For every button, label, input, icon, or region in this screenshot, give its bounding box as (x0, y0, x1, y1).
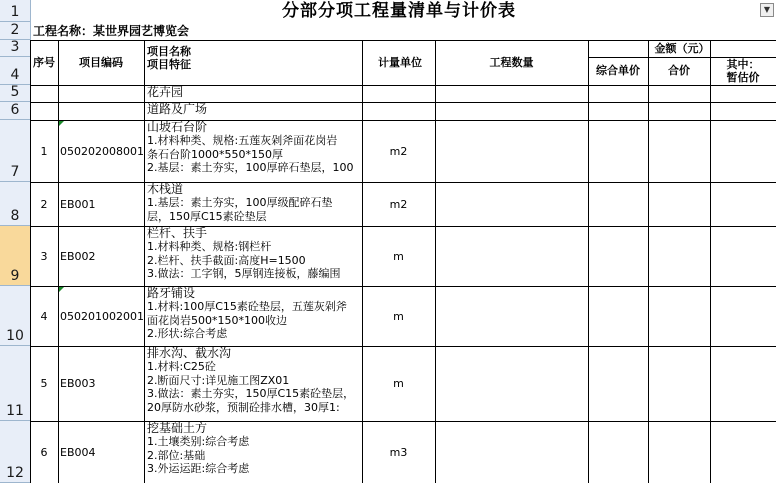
row-header-12[interactable]: 12 (0, 421, 30, 483)
cell-unit[interactable]: m2 (389, 197, 408, 211)
cell-qty[interactable] (435, 346, 588, 421)
cell-unit-price[interactable] (588, 346, 648, 421)
cell-unit-price[interactable] (588, 286, 648, 346)
cell-unit-price[interactable] (588, 120, 648, 182)
header-qty-label: 工程数量 (489, 56, 534, 69)
cell-description[interactable] (144, 346, 362, 421)
cell-provisional[interactable] (710, 120, 776, 182)
cell-unit[interactable] (362, 85, 435, 102)
header-code (58, 40, 144, 85)
header-provisional-line1: 其中： (726, 58, 760, 71)
cell-seq[interactable]: 5 (40, 377, 48, 390)
cell-unit[interactable]: m2 (389, 144, 408, 158)
row-header-2[interactable]: 2 (0, 22, 30, 40)
cell-unit[interactable]: m3 (389, 445, 408, 459)
cell-provisional[interactable] (710, 102, 776, 120)
cell-unit-price[interactable] (588, 102, 648, 120)
header-name (147, 45, 357, 81)
cell-code[interactable]: 050202008001 (60, 144, 144, 158)
row-header-7[interactable]: 7 (0, 120, 30, 182)
cell-description[interactable] (144, 226, 362, 286)
dropdown-arrow-icon[interactable]: ▼ (760, 3, 774, 17)
cell-unit[interactable] (362, 102, 435, 120)
cell-qty[interactable] (435, 226, 588, 286)
description-line: 层，150厚C15素砼垫层 (147, 209, 267, 223)
cell-description[interactable] (144, 182, 362, 226)
cell-unit-price[interactable] (588, 421, 648, 483)
comment-indicator-icon[interactable] (59, 287, 64, 292)
cell-description[interactable] (144, 85, 362, 102)
header-unit-price: 综合单价 (596, 64, 640, 77)
description-line: 栏杆、扶手 (147, 226, 208, 240)
cell-unit[interactable]: m (393, 377, 404, 390)
description-line: 2.部位:基础 (147, 448, 206, 462)
cell-qty[interactable] (435, 182, 588, 226)
cell-code[interactable]: EB001 (60, 197, 96, 211)
cell-qty[interactable] (435, 120, 588, 182)
description-line: 花卉园 (147, 85, 184, 99)
description-line: 木栈道 (147, 182, 184, 196)
header-provisional (710, 58, 776, 85)
cell-total[interactable] (648, 286, 710, 346)
cell-provisional[interactable] (710, 226, 776, 286)
header-unit (365, 40, 435, 85)
description-line: 山坡石台阶 (147, 120, 208, 134)
comment-indicator-icon[interactable] (59, 121, 64, 126)
cell-unit-price[interactable] (588, 85, 648, 102)
header-code-label: 项目编码 (79, 56, 123, 69)
description-line: 1.材料:100厚C15素砼垫层，五莲灰剁斧 (147, 300, 347, 313)
cell-qty[interactable] (435, 421, 588, 483)
cell-unit-price[interactable] (588, 226, 648, 286)
cell-seq[interactable]: 2 (40, 197, 48, 211)
cell-qty[interactable] (435, 286, 588, 346)
row-header-8[interactable]: 8 (0, 182, 30, 226)
header-seq-label: 序号 (33, 56, 55, 69)
cell-total[interactable] (648, 182, 710, 226)
description-line: 2.断面尺寸:详见施工图ZX01 (147, 373, 290, 387)
cell-total[interactable] (648, 421, 710, 483)
cell-total[interactable] (648, 226, 710, 286)
sheet-title: 分部分项工程量清单与计价表 (282, 1, 516, 21)
cell-code[interactable] (58, 85, 144, 102)
description-line: 3.做法：素土夯实，150厚C15素砼垫层， (147, 387, 355, 400)
project-name: 工程名称：某世界园艺博览会 (33, 24, 190, 38)
row-header-10[interactable]: 10 (0, 286, 30, 346)
cell-qty[interactable] (435, 85, 588, 102)
header-unit-label: 计量单位 (378, 56, 422, 69)
header-amount: 金额（元） (654, 42, 710, 55)
cell-provisional[interactable] (710, 182, 776, 226)
description-line: 道路及广场 (147, 102, 208, 116)
description-line: 1.材料种类、规格:钢栏杆 (147, 240, 272, 253)
cell-unit-price[interactable] (588, 182, 648, 226)
description-line: 1.材料:C25砼 (147, 360, 216, 373)
description-line: 2.形状:综合考虑 (147, 327, 228, 340)
cell-provisional[interactable] (710, 286, 776, 346)
cell-provisional[interactable] (710, 85, 776, 102)
row-header-6[interactable]: 6 (0, 102, 30, 120)
header-seq (30, 40, 58, 85)
cell-unit[interactable]: m (393, 309, 404, 323)
description-line: 3.做法：工字钢，5厚钢连接板，藤编围 (147, 267, 341, 280)
cell-seq[interactable]: 3 (40, 249, 48, 263)
cell-code[interactable] (58, 102, 144, 120)
cell-total[interactable] (648, 85, 710, 102)
cell-code[interactable]: 050201002001 (60, 309, 144, 323)
header-name-line1: 项目名称 (147, 45, 191, 58)
description-line: 2.栏杆、扶手截面:高度H=1500 (147, 253, 306, 267)
cell-qty[interactable] (435, 102, 588, 120)
description-line: 路牙铺设 (147, 286, 196, 300)
cell-provisional[interactable] (710, 421, 776, 483)
description-line: 1.材料种类、规格:五莲灰剁斧面花岗岩 (147, 134, 338, 147)
description-line: 面花岗岩500*150*100收边 (147, 313, 287, 327)
header-provisional-line2: 暂估价 (726, 71, 760, 84)
cell-total[interactable] (648, 120, 710, 182)
cell-total[interactable] (648, 102, 710, 120)
description-line: 条石台阶1000*550*150厚 (147, 147, 283, 161)
cell-seq[interactable]: 6 (40, 445, 48, 459)
row-header-5[interactable]: 5 (0, 85, 30, 102)
header-name-line2: 项目特征 (147, 58, 191, 71)
header-qty (435, 40, 588, 85)
cell-code[interactable]: EB003 (60, 377, 96, 390)
description-line: 2.基层：素土夯实，100厚碎石垫层，100 (147, 161, 354, 174)
cell-seq[interactable]: 4 (40, 309, 48, 323)
description-line: 排水沟、截水沟 (147, 346, 232, 360)
row-header-1[interactable]: 1 (0, 0, 30, 22)
cell-code[interactable]: EB004 (60, 445, 96, 459)
cell-description[interactable] (144, 120, 362, 182)
cell-code[interactable]: EB002 (60, 249, 96, 263)
header-total: 合价 (668, 64, 690, 77)
row-header-11[interactable]: 11 (0, 346, 30, 421)
cell-seq[interactable] (30, 102, 58, 120)
cell-unit[interactable]: m (393, 249, 404, 263)
cell-seq[interactable]: 1 (40, 144, 48, 158)
cell-description[interactable] (144, 286, 362, 346)
cell-provisional[interactable] (710, 346, 776, 421)
cell-description[interactable] (144, 102, 362, 120)
description-line: 1.土壤类别:综合考虑 (147, 435, 250, 448)
cell-description[interactable] (144, 421, 362, 483)
row-header-3[interactable]: 3 (0, 40, 30, 57)
row-header-4[interactable]: 4 (0, 57, 30, 85)
description-line: 20厚防水砂浆，预制砼排水槽，30厚1: (147, 400, 340, 414)
cell-seq[interactable] (30, 85, 58, 102)
cell-total[interactable] (648, 346, 710, 421)
description-line: 挖基础土方 (147, 421, 208, 435)
description-line: 1.基层：素土夯实，100厚级配碎石垫 (147, 196, 333, 209)
description-line: 3.外运运距:综合考虑 (147, 462, 250, 475)
row-header-9[interactable]: 9 (0, 226, 30, 286)
